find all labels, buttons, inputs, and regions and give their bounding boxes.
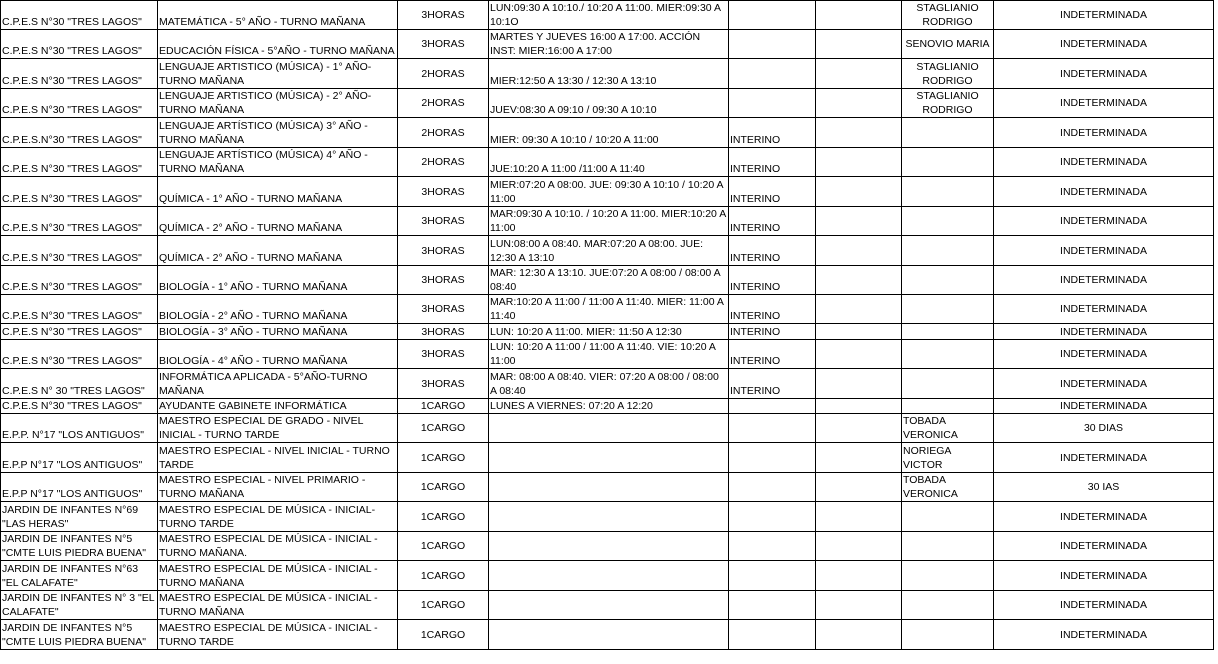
- school-cell: C.P.E.S N°30 "TRES LAGOS": [1, 236, 158, 266]
- status-cell: INTERINO: [729, 148, 816, 177]
- status-cell: INTERINO: [729, 324, 816, 340]
- duration-cell: INDETERMINADA: [994, 561, 1214, 591]
- school-cell: C.P.E.S N°30 "TRES LAGOS": [1, 177, 158, 207]
- hours-cell: 1CARGO: [398, 561, 489, 591]
- status-cell: [729, 414, 816, 443]
- subject-cell: LENGUAJE ARTISTICO (MÚSICA) - 1° AÑO- TURNO MAÑANA: [158, 59, 398, 89]
- duration-cell: INDETERMINADA: [994, 236, 1214, 266]
- empty-cell: [816, 177, 902, 207]
- schedule-cell: LUN:08:00 A 08:40. MAR:07:20 A 08:00. JUE: 12:30 A 13:10: [489, 236, 729, 266]
- table-row: [1, 1, 1214, 30]
- status-cell: [729, 591, 816, 620]
- schedule-cell: [489, 414, 729, 443]
- empty-cell: [816, 532, 902, 561]
- subject-cell: AYUDANTE GABINETE INFORMÁTICA: [158, 399, 398, 414]
- hours-cell: 1CARGO: [398, 620, 489, 650]
- empty-cell: [816, 266, 902, 295]
- table-row: [1, 207, 1214, 236]
- status-cell: INTERINO: [729, 340, 816, 369]
- school-cell: E.P.P N°17 "LOS ANTIGUOS": [1, 473, 158, 502]
- teacher-cell: [902, 118, 994, 148]
- subject-cell: QUÍMICA - 2° AÑO - TURNO MAÑANA: [158, 236, 398, 266]
- teacher-cell: [902, 561, 994, 591]
- hours-cell: 2HORAS: [398, 89, 489, 118]
- schedule-cell: [489, 561, 729, 591]
- empty-cell: [816, 502, 902, 532]
- subject-cell: MAESTRO ESPECIAL - NIVEL PRIMARIO - TURNO MAÑANA: [158, 473, 398, 502]
- teacher-cell: TOBADA VERONICA: [902, 473, 994, 502]
- table-row: [1, 502, 1214, 532]
- empty-cell: [816, 1, 902, 30]
- duration-cell: INDETERMINADA: [994, 118, 1214, 148]
- teacher-cell: NORIEGA VICTOR: [902, 443, 994, 473]
- subject-cell: EDUCACIÓN FÍSICA - 5°AÑO - TURNO MAÑANA: [158, 30, 398, 59]
- status-cell: INTERINO: [729, 236, 816, 266]
- teacher-cell: STAGLIANIO RODRIGO: [902, 59, 994, 89]
- status-cell: [729, 502, 816, 532]
- subject-cell: MAESTRO ESPECIAL DE MÚSICA - INICIAL- TURNO TARDE: [158, 502, 398, 532]
- table-row: [1, 89, 1214, 118]
- schedule-cell: JUE:10:20 A 11:00 /11:00 A 11:40: [489, 148, 729, 177]
- school-cell: JARDIN DE INFANTES N°5 "CMTE LUIS PIEDRA BUENA": [1, 620, 158, 650]
- empty-cell: [816, 443, 902, 473]
- school-cell: JARDIN DE INFANTES N° 3 "EL CALAFATE": [1, 591, 158, 620]
- subject-cell: MAESTRO ESPECIAL DE GRADO - NIVEL INICIAL - TURNO TARDE: [158, 414, 398, 443]
- table-row: [1, 369, 1214, 399]
- school-cell: C.P.E.S N°30 "TRES LAGOS": [1, 324, 158, 340]
- schedule-cell: LUN: 10:20 A 11:00. MIER: 11:50 A 12:30: [489, 324, 729, 340]
- duration-cell: 30 DIAS: [994, 414, 1214, 443]
- schedule-cell: LUNES A VIERNES: 07:20 A 12:20: [489, 399, 729, 414]
- status-cell: [729, 30, 816, 59]
- subject-cell: QUÍMICA - 2° AÑO - TURNO MAÑANA: [158, 207, 398, 236]
- teacher-cell: [902, 340, 994, 369]
- schedule-cell: MAR: 08:00 A 08:40. VIER: 07:20 A 08:00 / 08:00 A 08:40: [489, 369, 729, 399]
- subject-cell: BIOLOGÍA - 3° AÑO - TURNO MAÑANA: [158, 324, 398, 340]
- schedule-cell: MAR:10:20 A 11:00 / 11:00 A 11:40. MIER: 11:00 A 11:40: [489, 295, 729, 324]
- empty-cell: [816, 59, 902, 89]
- teacher-cell: [902, 620, 994, 650]
- duration-cell: INDETERMINADA: [994, 399, 1214, 414]
- schedule-cell: MIER: 09:30 A 10:10 / 10:20 A 11:00: [489, 118, 729, 148]
- hours-cell: 1CARGO: [398, 473, 489, 502]
- schedule-cell: [489, 532, 729, 561]
- duration-cell: INDETERMINADA: [994, 30, 1214, 59]
- teacher-cell: [902, 591, 994, 620]
- duration-cell: INDETERMINADA: [994, 89, 1214, 118]
- hours-cell: 1CARGO: [398, 414, 489, 443]
- teacher-cell: [902, 502, 994, 532]
- empty-cell: [816, 340, 902, 369]
- schedule-cell: LUN: 10:20 A 11:00 / 11:00 A 11:40. VIE: 10:20 A 11:00: [489, 340, 729, 369]
- hours-cell: 2HORAS: [398, 148, 489, 177]
- school-cell: C.P.E.S N°30 "TRES LAGOS": [1, 89, 158, 118]
- teacher-cell: TOBADA VERONICA: [902, 414, 994, 443]
- duration-cell: INDETERMINADA: [994, 324, 1214, 340]
- teacher-cell: [902, 266, 994, 295]
- status-cell: INTERINO: [729, 177, 816, 207]
- empty-cell: [816, 236, 902, 266]
- empty-cell: [816, 118, 902, 148]
- table-row: [1, 591, 1214, 620]
- school-cell: C.P.E.S.N°30 "TRES LAGOS": [1, 118, 158, 148]
- table-row: [1, 414, 1214, 443]
- duration-cell: INDETERMINADA: [994, 177, 1214, 207]
- status-cell: [729, 1, 816, 30]
- status-cell: [729, 532, 816, 561]
- school-cell: C.P.E.S N°30 "TRES LAGOS": [1, 148, 158, 177]
- hours-cell: 3HORAS: [398, 295, 489, 324]
- teacher-cell: [902, 369, 994, 399]
- subject-cell: MAESTRO ESPECIAL - NIVEL INICIAL - TURNO TARDE: [158, 443, 398, 473]
- hours-cell: 2HORAS: [398, 118, 489, 148]
- subject-cell: MAESTRO ESPECIAL DE MÚSICA - INICIAL - TURNO MAÑANA.: [158, 532, 398, 561]
- school-cell: JARDIN DE INFANTES N°63 "EL CALAFATE": [1, 561, 158, 591]
- schedule-cell: MAR:09:30 A 10:10. / 10:20 A 11:00. MIER:10:20 A 11:00: [489, 207, 729, 236]
- duration-cell: INDETERMINADA: [994, 620, 1214, 650]
- empty-cell: [816, 473, 902, 502]
- table-row: [1, 59, 1214, 89]
- empty-cell: [816, 399, 902, 414]
- duration-cell: INDETERMINADA: [994, 532, 1214, 561]
- table-row: [1, 340, 1214, 369]
- school-cell: C.P.E.S N°30 "TRES LAGOS": [1, 59, 158, 89]
- school-cell: C.P.E.S N°30 "TRES LAGOS": [1, 295, 158, 324]
- table-body: [1, 1, 1214, 650]
- schedule-cell: [489, 620, 729, 650]
- school-cell: C.P.E.S N°30 "TRES LAGOS": [1, 30, 158, 59]
- schedule-cell: MIER:07:20 A 08:00. JUE: 09:30 A 10:10 / 10:20 A 11:00: [489, 177, 729, 207]
- duration-cell: INDETERMINADA: [994, 502, 1214, 532]
- school-cell: E.P.P N°17 "LOS ANTIGUOS": [1, 443, 158, 473]
- teacher-cell: [902, 399, 994, 414]
- hours-cell: 3HORAS: [398, 30, 489, 59]
- hours-cell: 3HORAS: [398, 340, 489, 369]
- table-row: [1, 266, 1214, 295]
- subject-cell: BIOLOGÍA - 4° AÑO - TURNO MAÑANA: [158, 340, 398, 369]
- empty-cell: [816, 148, 902, 177]
- teacher-cell: STAGLIANIO RODRIGO: [902, 89, 994, 118]
- status-cell: [729, 561, 816, 591]
- duration-cell: INDETERMINADA: [994, 591, 1214, 620]
- teacher-cell: [902, 207, 994, 236]
- status-cell: INTERINO: [729, 369, 816, 399]
- hours-cell: 3HORAS: [398, 236, 489, 266]
- schedule-cell: [489, 443, 729, 473]
- table-row: [1, 399, 1214, 414]
- hours-cell: 1CARGO: [398, 443, 489, 473]
- duration-cell: INDETERMINADA: [994, 295, 1214, 324]
- teacher-cell: STAGLIANIO RODRIGO: [902, 1, 994, 30]
- schedule-cell: MIER:12:50 A 13:30 / 12:30 A 13:10: [489, 59, 729, 89]
- status-cell: [729, 620, 816, 650]
- subject-cell: BIOLOGÍA - 2° AÑO - TURNO MAÑANA: [158, 295, 398, 324]
- school-cell: C.P.E.S N°30 "TRES LAGOS": [1, 399, 158, 414]
- empty-cell: [816, 561, 902, 591]
- teacher-cell: [902, 532, 994, 561]
- schedule-cell: JUEV:08:30 A 09:10 / 09:30 A 10:10: [489, 89, 729, 118]
- subject-cell: MATEMÁTICA - 5° AÑO - TURNO MAÑANA: [158, 1, 398, 30]
- status-cell: INTERINO: [729, 207, 816, 236]
- empty-cell: [816, 324, 902, 340]
- hours-cell: 2HORAS: [398, 59, 489, 89]
- status-cell: [729, 473, 816, 502]
- empty-cell: [816, 207, 902, 236]
- empty-cell: [816, 369, 902, 399]
- subject-cell: BIOLOGÍA - 1° AÑO - TURNO MAÑANA: [158, 266, 398, 295]
- teacher-cell: [902, 324, 994, 340]
- hours-cell: 3HORAS: [398, 266, 489, 295]
- duration-cell: INDETERMINADA: [994, 148, 1214, 177]
- empty-cell: [816, 295, 902, 324]
- subject-cell: MAESTRO ESPECIAL DE MÚSICA - INICIAL - TURNO MAÑANA: [158, 561, 398, 591]
- hours-cell: 3HORAS: [398, 369, 489, 399]
- empty-cell: [816, 89, 902, 118]
- hours-cell: 3HORAS: [398, 207, 489, 236]
- teacher-cell: [902, 295, 994, 324]
- hours-cell: 3HORAS: [398, 1, 489, 30]
- school-cell: C.P.E.S N°30 "TRES LAGOS": [1, 340, 158, 369]
- teacher-cell: [902, 236, 994, 266]
- hours-cell: 3HORAS: [398, 177, 489, 207]
- subject-cell: INFORMÁTICA APLICADA - 5°AÑO-TURNO MAÑANA: [158, 369, 398, 399]
- table-row: [1, 620, 1214, 650]
- teacher-cell: [902, 177, 994, 207]
- status-cell: INTERINO: [729, 295, 816, 324]
- table-row: [1, 295, 1214, 324]
- table-row: [1, 561, 1214, 591]
- hours-cell: 3HORAS: [398, 324, 489, 340]
- school-cell: E.P.P. N°17 "LOS ANTIGUOS": [1, 414, 158, 443]
- status-cell: [729, 399, 816, 414]
- schedule-cell: [489, 473, 729, 502]
- subject-cell: MAESTRO ESPECIAL DE MÚSICA - INICIAL - TURNO TARDE: [158, 620, 398, 650]
- school-cell: C.P.E.S N°30 "TRES LAGOS": [1, 1, 158, 30]
- empty-cell: [816, 30, 902, 59]
- duration-cell: INDETERMINADA: [994, 59, 1214, 89]
- empty-cell: [816, 620, 902, 650]
- duration-cell: 30 IAS: [994, 473, 1214, 502]
- subject-cell: LENGUAJE ARTÍSTICO (MÚSICA) 3° AÑO - TURNO MAÑANA: [158, 118, 398, 148]
- status-cell: [729, 59, 816, 89]
- schedule-cell: [489, 502, 729, 532]
- table-row: [1, 236, 1214, 266]
- teacher-cell: SENOVIO MARIA: [902, 30, 994, 59]
- table-row: [1, 148, 1214, 177]
- school-cell: JARDIN DE INFANTES N°69 "LAS HERAS": [1, 502, 158, 532]
- hours-cell: 1CARGO: [398, 399, 489, 414]
- subject-cell: LENGUAJE ARTÍSTICO (MÚSICA) 4° AÑO - TURNO MAÑANA: [158, 148, 398, 177]
- empty-cell: [816, 591, 902, 620]
- duration-cell: INDETERMINADA: [994, 266, 1214, 295]
- duration-cell: INDETERMINADA: [994, 1, 1214, 30]
- table-row: [1, 532, 1214, 561]
- hours-cell: 1CARGO: [398, 502, 489, 532]
- schedule-cell: [489, 591, 729, 620]
- duration-cell: INDETERMINADA: [994, 340, 1214, 369]
- schedule-cell: MAR: 12:30 A 13:10. JUE:07:20 A 08:00 / 08:00 A 08:40: [489, 266, 729, 295]
- hours-cell: 1CARGO: [398, 591, 489, 620]
- hours-cell: 1CARGO: [398, 532, 489, 561]
- duration-cell: INDETERMINADA: [994, 207, 1214, 236]
- table-row: [1, 324, 1214, 340]
- teacher-cell: [902, 148, 994, 177]
- schedule-cell: MARTES Y JUEVES 16:00 A 17:00. ACCIÓN INST: MIER:16:00 A 17:00: [489, 30, 729, 59]
- table-row: [1, 443, 1214, 473]
- subject-cell: MAESTRO ESPECIAL DE MÚSICA - INICIAL - TURNO MAÑANA: [158, 591, 398, 620]
- subject-cell: LENGUAJE ARTISTICO (MÚSICA) - 2° AÑO- TURNO MAÑANA: [158, 89, 398, 118]
- schedule-cell: LUN:09:30 A 10:10./ 10:20 A 11:00. MIER:09:30 A 10:1O: [489, 1, 729, 30]
- table-row: [1, 30, 1214, 59]
- empty-cell: [816, 414, 902, 443]
- status-cell: INTERINO: [729, 118, 816, 148]
- school-cell: C.P.E.S N°30 "TRES LAGOS": [1, 266, 158, 295]
- school-cell: C.P.E.S N° 30 "TRES LAGOS": [1, 369, 158, 399]
- duration-cell: INDETERMINADA: [994, 443, 1214, 473]
- school-cell: C.P.E.S N°30 "TRES LAGOS": [1, 207, 158, 236]
- table-row: [1, 118, 1214, 148]
- school-cell: JARDIN DE INFANTES N°5 "CMTE LUIS PIEDRA BUENA": [1, 532, 158, 561]
- duration-cell: INDETERMINADA: [994, 369, 1214, 399]
- table-row: [1, 473, 1214, 502]
- table-row: [1, 177, 1214, 207]
- status-cell: [729, 89, 816, 118]
- status-cell: [729, 443, 816, 473]
- status-cell: INTERINO: [729, 266, 816, 295]
- subject-cell: QUÍMICA - 1° AÑO - TURNO MAÑANA: [158, 177, 398, 207]
